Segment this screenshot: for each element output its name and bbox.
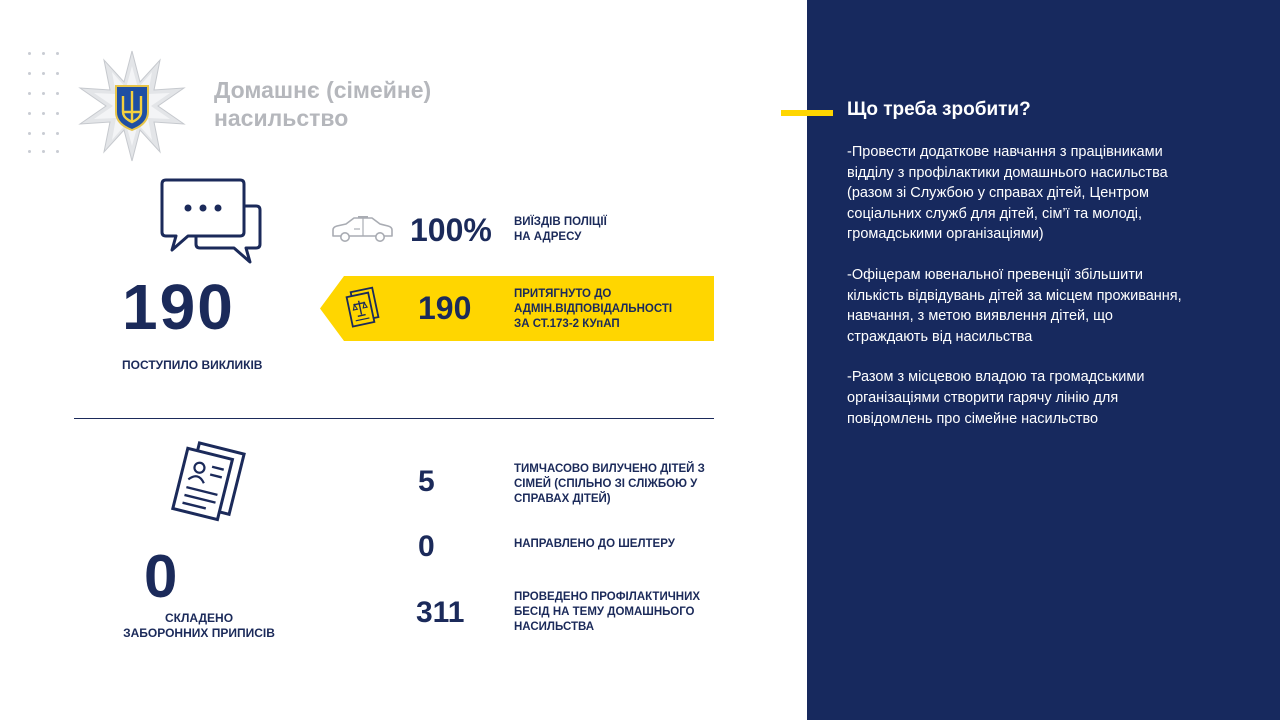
police-visits-label-line2: НА АДРЕСУ (514, 231, 582, 243)
restraining-label-line2: ЗАБОРОННИХ ПРИПИСІВ (123, 626, 275, 640)
stat-label-line: ПРОВЕДЕНО ПРОФІЛАКТИЧНИХ (514, 591, 701, 603)
recommendation-paragraph: -Офіцерам ювенальної превенції збільшити кількість відвідувань дітей за місцем проживання, навчання, з метою виявлення дітей, що страждають від насильства (847, 266, 1182, 345)
stat-label-line: НАПРАВЛЕНО ДО ШЕЛТЕРУ (514, 538, 675, 550)
stat-shelter-value: 0 (418, 530, 435, 563)
stat-label-line: СІМЕЙ (СПІЛЬНО ЗІ СЛІЖБОЮ У (514, 478, 698, 490)
police-star-emblem-icon (76, 50, 188, 162)
restraining-label-line1: СКЛАДЕНО (164, 611, 234, 625)
accent-bar (781, 110, 833, 116)
personal-files-icon (168, 440, 246, 526)
legal-documents-icon (344, 286, 382, 328)
police-visits-percent: 100% (410, 212, 492, 248)
admin-label-line3: ЗА СТ.173-2 КУпАП (514, 318, 620, 330)
restraining-orders-count: 0 (144, 543, 178, 610)
stat-children-removed-label (514, 462, 724, 507)
panel-title: Що треба зробити? (847, 99, 1031, 120)
calls-label: ПОСТУПИЛО ВИКЛИКІВ (122, 358, 263, 372)
admin-responsibility-label (514, 287, 672, 332)
restraining-orders-label (118, 611, 280, 641)
chat-bubbles-icon (160, 178, 262, 264)
section-divider (74, 418, 714, 419)
recommendation-paragraph: -Провести додаткове навчання з працівниками відділу з профілактики домашнього насильства (разом зі Службою у справах дітей, Центром соціальних служб для дітей, сім’ї та молоді, громадськими організаціями) (847, 144, 1168, 243)
page-title-line1: Домашнє (сімейне) (214, 77, 432, 103)
admin-label-line2: АДМІН.ВІДПОВІДАЛЬНОСТІ (514, 303, 673, 315)
police-car-icon (330, 216, 394, 244)
dot-grid-decoration (28, 52, 64, 156)
stat-label-line: БЕСІД НА ТЕМУ ДОМАШНЬОГО (514, 606, 695, 618)
admin-label-line1: ПРИТЯГНУТО ДО (514, 288, 612, 300)
stat-shelter-label (514, 537, 724, 552)
stat-conversations-value: 311 (416, 596, 465, 629)
admin-responsibility-count: 190 (418, 290, 472, 326)
police-visits-label-line1: ВИЇЗДІВ ПОЛІЦІЇ (514, 216, 607, 228)
stat-label-line: НАСИЛЬСТВА (514, 621, 595, 633)
stat-label-line: СПРАВАХ ДІТЕЙ) (514, 493, 611, 505)
stat-label-line: ТИМЧАСОВО ВИЛУЧЕНО ДІТЕЙ З (514, 463, 705, 475)
police-visits-label (514, 215, 607, 245)
stat-conversations-label (514, 590, 724, 635)
panel-paragraphs (847, 142, 1192, 449)
calls-count: 190 (122, 271, 235, 343)
recommendation-paragraph: -Разом з місцевою владою та громадськими організаціями створити гарячу лінію для повідомлень про сімейне насильство (847, 369, 1145, 427)
page-title-line2: насильство (214, 105, 349, 131)
stat-children-removed-value: 5 (418, 465, 435, 498)
page-title (214, 76, 431, 132)
